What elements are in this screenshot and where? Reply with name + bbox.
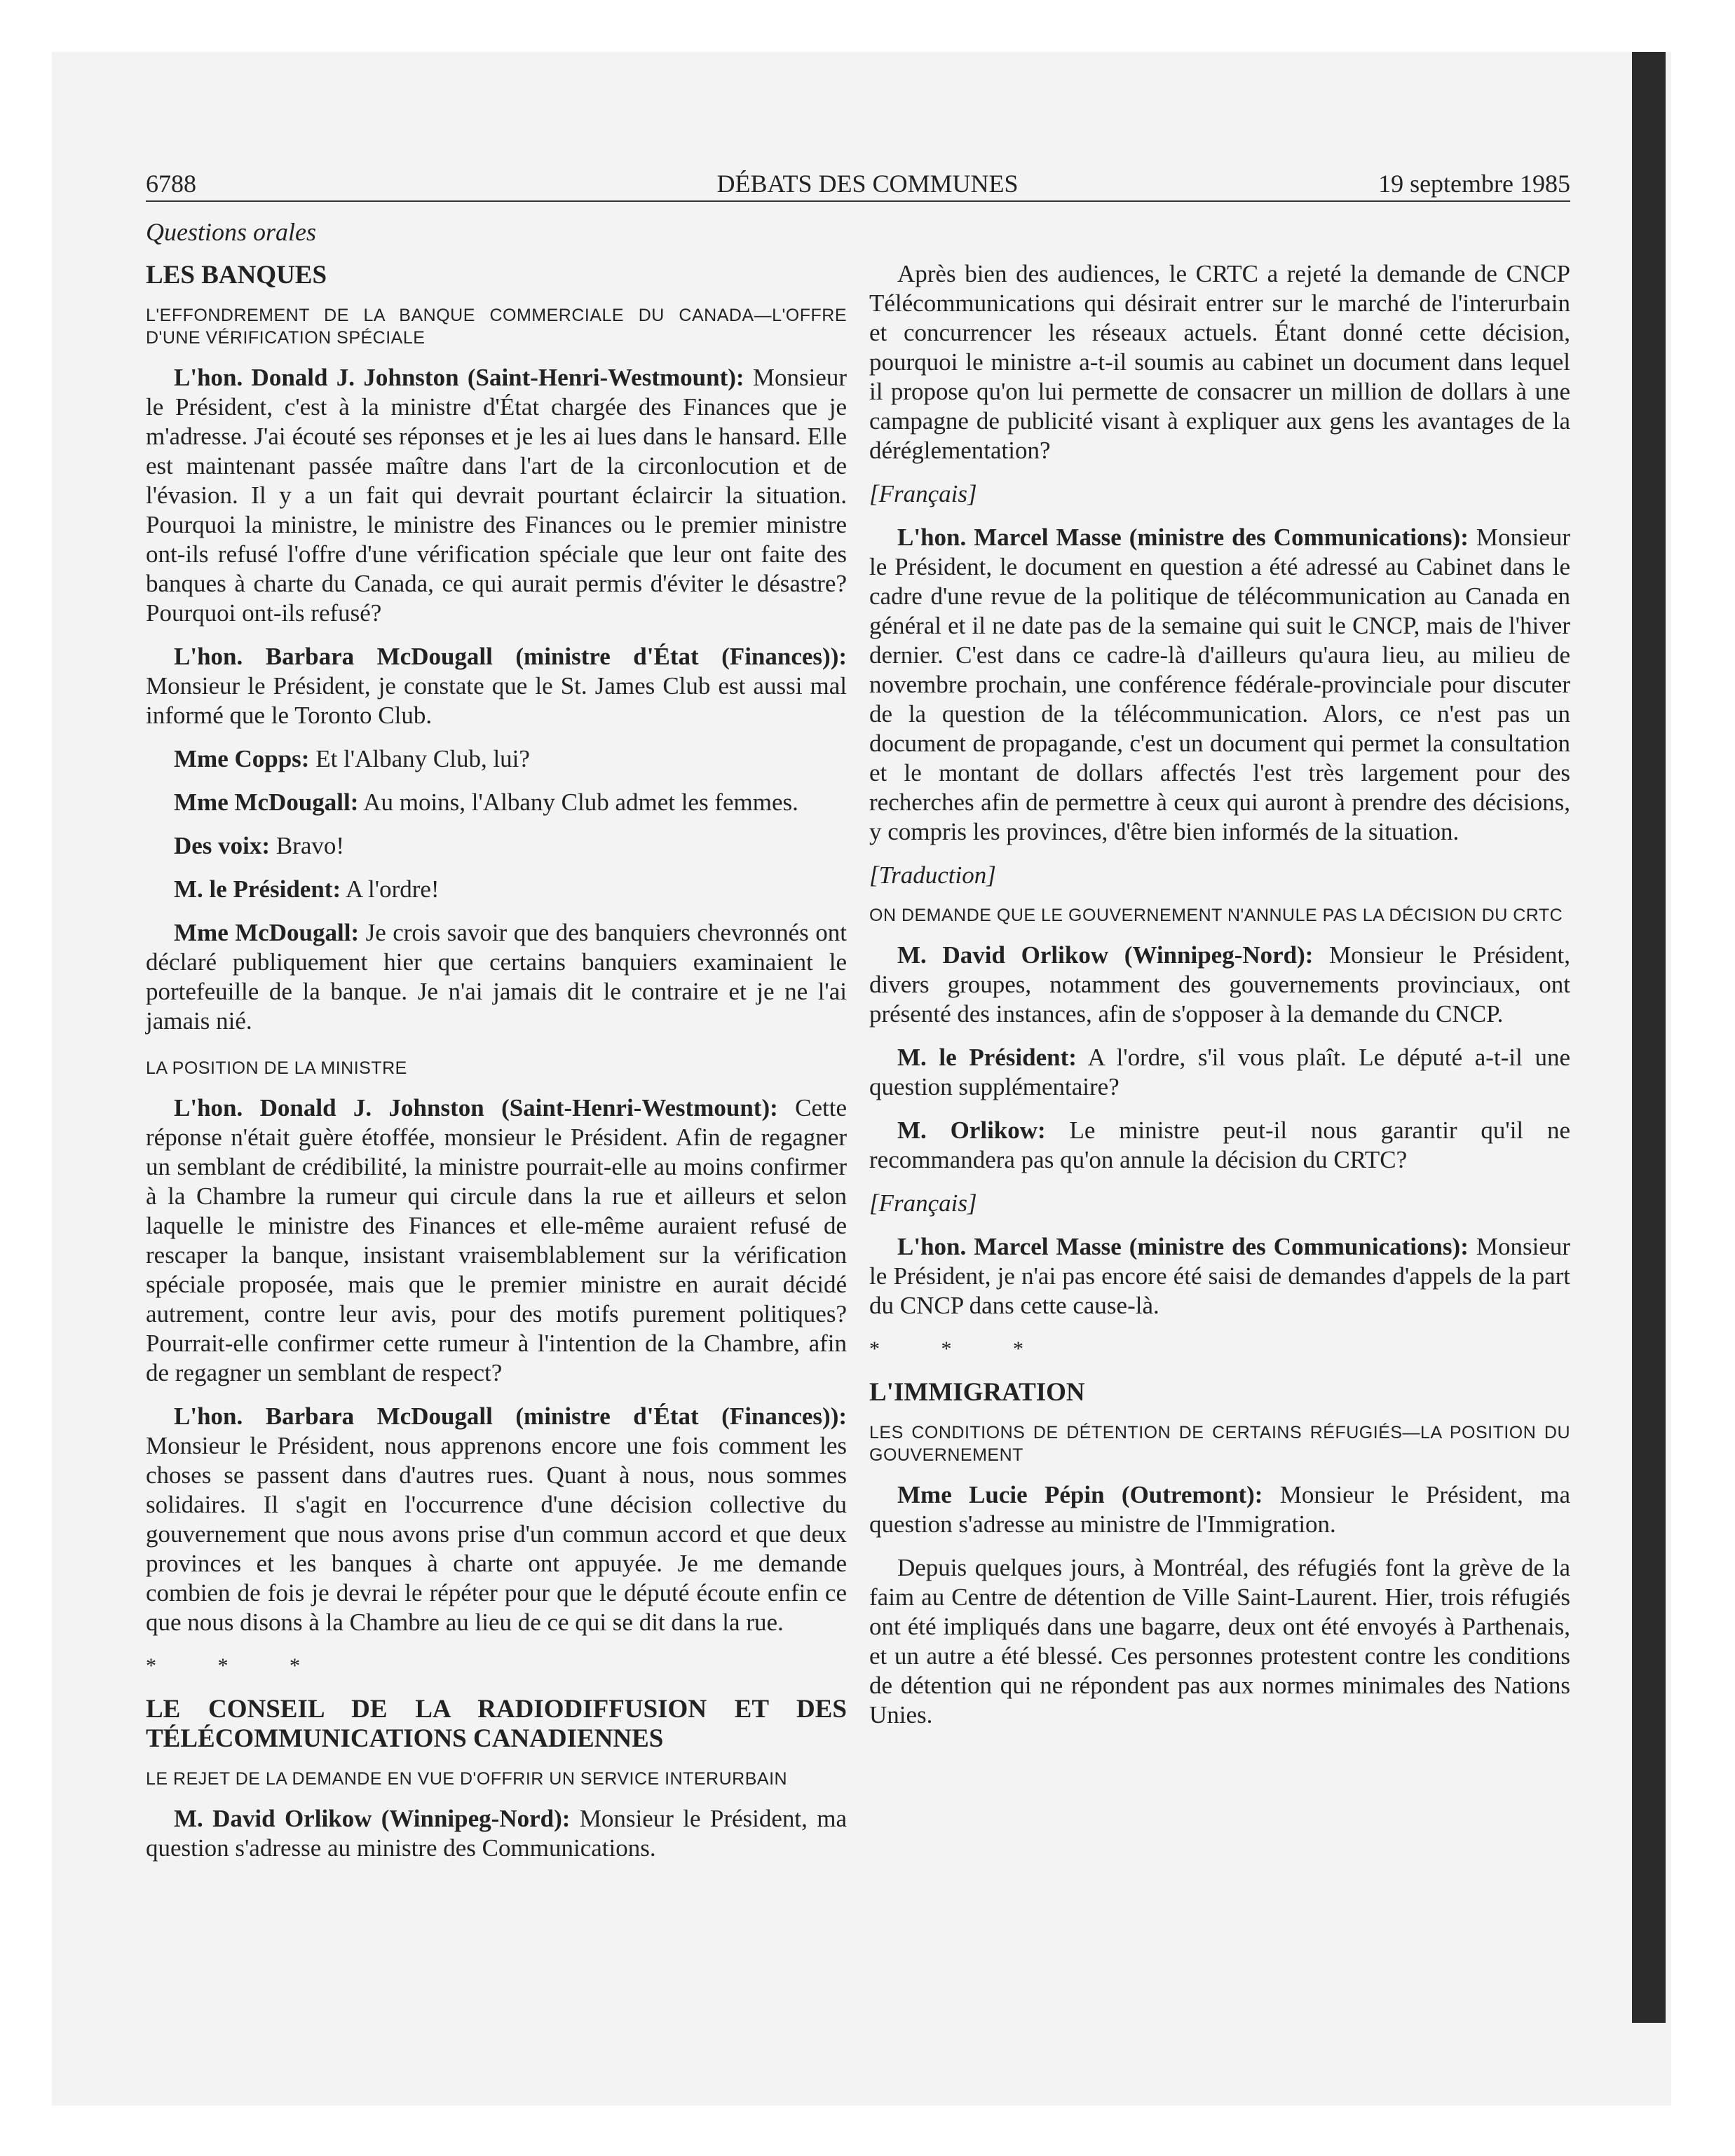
speech: Monsieur le Président, je n'ai pas encore été saisi de demandes d'appels de la part du CNCP dans cette cause-là. [869, 1233, 1571, 1319]
speaker: Mme Copps: [174, 745, 310, 772]
speech: Au moins, l'Albany Club admet les femmes. [358, 789, 798, 816]
section-title-banques: LES BANQUES [146, 261, 327, 289]
subheading: LES CONDITIONS DE DÉTENTION DE CERTAINS RÉFUGIÉS—LA POSITION DU GOUVERNEMENT [869, 1423, 1570, 1465]
speech: Je crois savoir que des banquiers chevronnés ont déclaré publiquement hier que certains banquiers examinaient le portefeuille de la banque. Je n'ai jamais dit le contraire et je ne l'ai jamais nié. [146, 919, 848, 1035]
speaker: Des voix: [174, 832, 271, 859]
subheading: LE REJET DE LA DEMANDE EN VUE D'OFFRIR UN SERVICE INTERURBAIN [146, 1769, 788, 1789]
paragraph [869, 1043, 1570, 1102]
right-column [869, 259, 1570, 1744]
paragraph: Depuis quelques jours, à Montréal, des réfugiés font la grève de la faim au Centre de détention de Ville Saint-Laurent. Hier, trois réfugiés ont été impliqués dans une bagarre, deux ont été envoyés à Parthenais, et un autre a été blessé. Ces personnes protestent contre les conditions de détention qui ne répondent pas aux normes minimales des Nations Unies. [869, 1554, 1570, 1728]
speaker: M. David Orlikow (Winnipeg-Nord): [174, 1805, 571, 1832]
subheading: L'EFFONDREMENT DE LA BANQUE COMMERCIALE DU CANADA—L'OFFRE D'UNE VÉRIFICATION SPÉCIALE [146, 306, 847, 348]
left-column [146, 217, 847, 1877]
subheading: ON DEMANDE QUE LE GOUVERNEMENT N'ANNULE PAS LA DÉCISION DU CRTC [869, 906, 1563, 925]
speaker: M. le Président: [174, 875, 341, 903]
speaker: L'hon. Barbara McDougall (ministre d'État (Finances)): [174, 643, 847, 670]
page-date: 19 septembre 1985 [1378, 170, 1570, 198]
paragraph [146, 1402, 847, 1637]
speech: Monsieur le Président, ma question s'adresse au ministre des Communications. [146, 1805, 847, 1862]
speaker: M. David Orlikow (Winnipeg-Nord): [897, 941, 1314, 969]
speaker: L'hon. Barbara McDougall (ministre d'État (Finances)): [174, 1403, 847, 1430]
paragraph [146, 1804, 847, 1863]
speech: Monsieur le Président, le document en question a été adressé au Cabinet dans le cadre d'une revue de la politique de télécommunication au Canada en général et il ne date pas de la semaine qui suit le CNCP, mais de l'hiver dernier. C'est dans ce cadre-là d'ailleurs qu'aura lieu, au milieu de novembre prochain, une conférence fédérale-provinciale pour discuter de la question de la télécommunication. Alors, ce n'est pas un document de propagande, c'est un document qui permet la consultation et le montant de dollars affectés l'est très largement pour des recherches afin de permettre à ceux qui auront à prendre des décisions, y compris les provinces, d'être bien informés de la situation. [869, 524, 1571, 845]
speech: Bravo! [270, 832, 345, 859]
speaker: L'hon. Marcel Masse (ministre des Communications): [897, 1233, 1469, 1260]
rubric: Questions orales [146, 218, 316, 246]
section-divider: * * * [146, 1654, 328, 1677]
paragraph [146, 831, 847, 861]
speech: Et l'Albany Club, lui? [309, 745, 530, 772]
paragraph [146, 875, 847, 904]
paragraph [869, 523, 1570, 847]
speaker: Mme McDougall: [174, 789, 359, 816]
paragraph [869, 1116, 1570, 1175]
section-divider: * * * [869, 1337, 1052, 1360]
speech: Monsieur le Président, nous apprenons encore une fois comment les choses se passent dans d'autres rues. Quant à nous, nous sommes solidaires. Il s'agit en l'occurrence d'une décision collective du gouvernement que nous avons prise d'un commun accord et que deux provinces et les banques à charte ont appuyée. Je me demande combien de fois je devrai le répéter pour que le député écoute enfin ce que nous disons à la Chambre au lieu de ce qui se dit dans la rue. [146, 1432, 847, 1636]
paragraph [146, 1093, 847, 1388]
speech: A l'ordre, s'il vous plaît. Le député a-t-il une question supplémentaire? [869, 1044, 1570, 1100]
scan-edge-bar [1632, 52, 1666, 2023]
speaker: Mme McDougall: [174, 919, 360, 946]
paragraph [146, 744, 847, 774]
page-number: 6788 [146, 170, 196, 198]
speech: Le ministre peut-il nous garantir qu'il ne recommandera pas qu'on annule la décision du CRTC? [869, 1117, 1570, 1173]
speech: Monsieur le Président, divers groupes, notamment des gouvernements provinciaux, ont présenté des instances, afin de s'opposer à la demande du CNCP. [869, 941, 1570, 1028]
paragraph [146, 363, 847, 628]
speaker: L'hon. Marcel Masse (ministre des Communications): [897, 524, 1469, 551]
section-title-immigration: L'IMMIGRATION [869, 1378, 1085, 1407]
speech: A l'ordre! [341, 875, 440, 903]
paragraph [869, 1232, 1570, 1321]
section-title-crtc: LE CONSEIL DE LA RADIODIFFUSION ET DES TÉLÉCOMMUNICATIONS CANADIENNES [146, 1695, 847, 1753]
paragraph [146, 642, 847, 730]
speaker: M. Orlikow: [897, 1117, 1046, 1144]
subheading: LA POSITION DE LA MINISTRE [146, 1058, 407, 1078]
language-tag: [Français] [869, 1189, 977, 1217]
speech: Monsieur le Président, je constate que le St. James Club est aussi mal informé que le Toronto Club. [146, 672, 847, 729]
speaker: M. le Président: [897, 1044, 1077, 1071]
speaker: L'hon. Donald J. Johnston (Saint-Henri-Westmount): [174, 1094, 778, 1121]
paragraph [869, 941, 1570, 1029]
speech: Monsieur le Président, ma question s'adresse au ministre de l'Immigration. [869, 1481, 1571, 1538]
language-tag: [Français] [869, 480, 977, 507]
paragraph: Après bien des audiences, le CRTC a rejeté la demande de CNCP Télécommunications qui désirait entrer sur le marché de l'interurbain et concurrencer les réseaux actuels. Étant donné cette décision, pourquoi le ministre a-t-il soumis au cabinet un document dans lequel il propose qu'on lui permette de consacrer un million de dollars à une campagne de publicité visant à expliquer aux gens les avantages de la déréglementation? [869, 260, 1570, 464]
header-rule [146, 200, 1570, 202]
paragraph [146, 918, 847, 1036]
speech: Monsieur le Président, c'est à la ministre d'État chargée des Finances que je m'adresse. J'ai écouté ses réponses et je les ai lues dans le hansard. Elle est maintenant passée maître dans l'art de la circonlocution et de l'évasion. Il y a un fait qui devrait pourtant éclaircir la situation. Pourquoi la ministre, le ministre des Finances ou le premier ministre ont-ils refusé l'offre d'une vérification spéciale que leur ont faite des banques à charte du Canada, ce qui aurait permis d'éviter le désastre? Pourquoi ont-ils refusé? [146, 364, 847, 627]
language-tag: [Traduction] [869, 861, 996, 889]
speaker: L'hon. Donald J. Johnston (Saint-Henri-Westmount): [174, 364, 744, 391]
speech: Cette réponse n'était guère étoffée, monsieur le Président. Afin de regagner un semblant de crédibilité, la ministre pourrait-elle au moins confirmer à la Chambre la rumeur qui circule dans la rue et ailleurs et selon laquelle le ministre des Finances et elle-même auraient refusé de rescaper la banque, insistant vraisemblablement sur la vérification spéciale proposée, mais que le premier ministre en aurait décidé autrement, contre leur avis, pour des motifs purement politiques? Pourrait-elle confirmer cette rumeur à l'intention de la Chambre, afin de regagner un semblant de respect? [146, 1094, 847, 1386]
paragraph [146, 788, 847, 817]
publication-title: DÉBATS DES COMMUNES [716, 170, 1019, 198]
paragraph [869, 1480, 1570, 1539]
speaker: Mme Lucie Pépin (Outremont): [897, 1481, 1263, 1508]
